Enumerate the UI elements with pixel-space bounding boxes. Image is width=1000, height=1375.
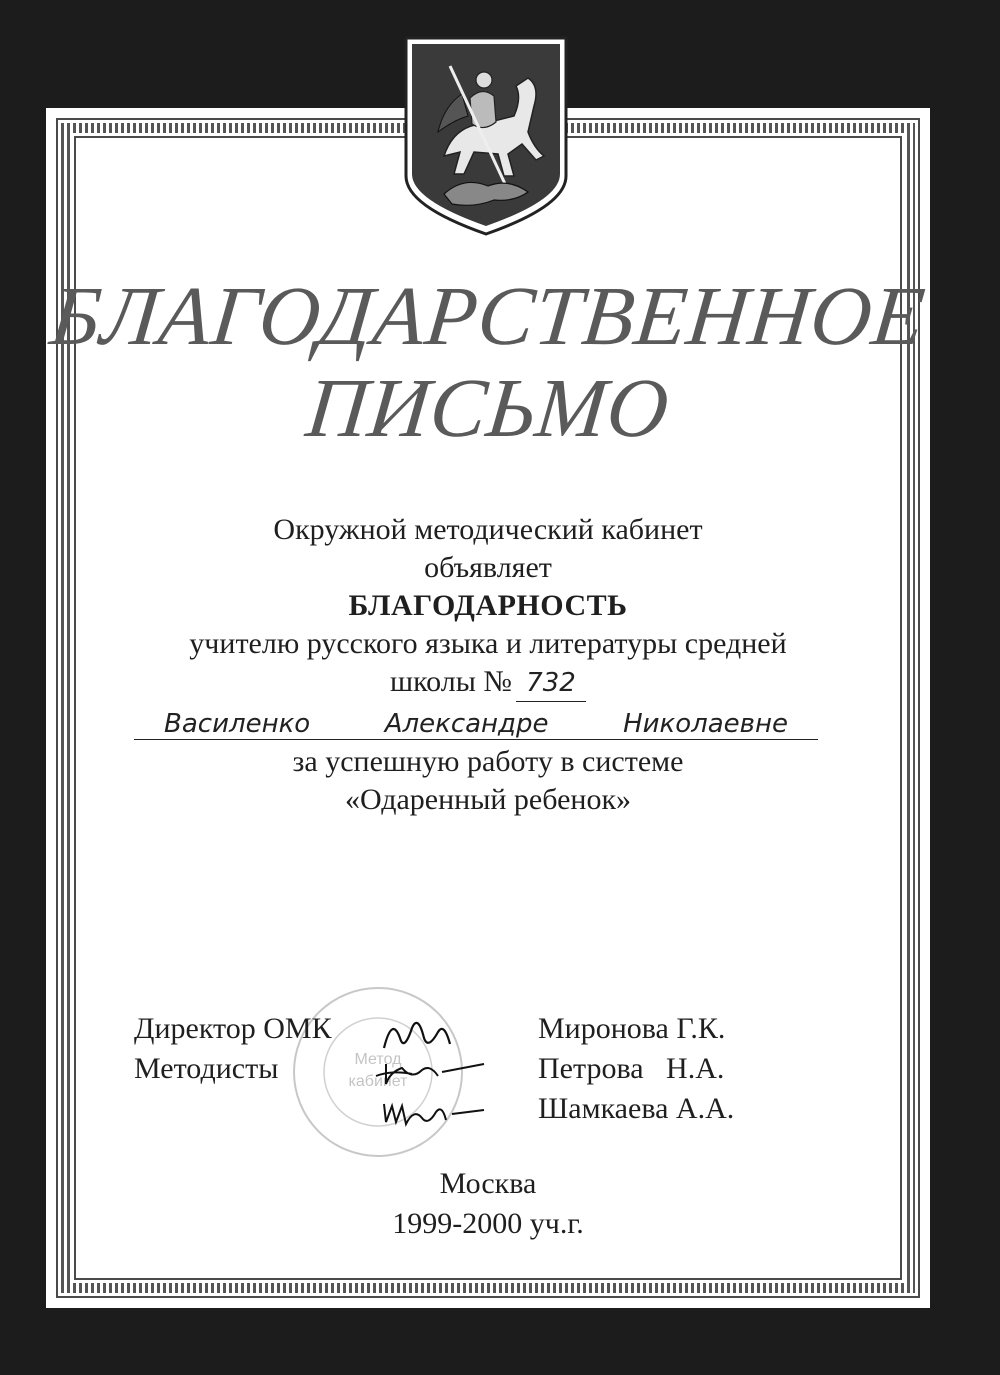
director-name: Миронова Г.К.	[538, 1012, 726, 1045]
methodist2-name: Шамкаева А.А.	[538, 1092, 735, 1125]
methodist1-name: Петрова Н.А.	[538, 1052, 725, 1085]
methodist1-signature	[372, 1050, 492, 1090]
title-line-1: БЛАГОДАРСТВЕННОЕ	[46, 270, 930, 363]
methodists-label: Методисты	[134, 1052, 279, 1085]
director-label: Директор ОМК	[134, 1012, 332, 1045]
svg-text:Метод: Метод	[354, 1051, 402, 1068]
recipient-first-name: Александре	[384, 709, 549, 739]
body-line-reason: за успешную работу в системе	[292, 745, 684, 778]
school-number: 732	[516, 665, 586, 702]
recipient-patronymic: Николаевне	[623, 709, 788, 739]
footer-year: 1999-2000 уч.г.	[392, 1207, 584, 1240]
moscow-coat-of-arms-icon	[404, 36, 568, 236]
body-line-gratitude: БЛАГОДАРНОСТЬ	[348, 589, 628, 622]
recipient-name-line	[134, 706, 818, 740]
title-line-2: ПИСЬМО	[302, 362, 674, 455]
svg-text:кабинет: кабинет	[348, 1073, 408, 1090]
school-prefix: школы №	[389, 665, 512, 698]
recipient-surname: Василенко	[164, 709, 311, 739]
body-line-program: «Одаренный ребенок»	[344, 783, 632, 816]
body-line-school	[46, 664, 930, 702]
body-line-issuer: Окружной методический кабинет	[273, 513, 703, 546]
footer-city: Москва	[439, 1167, 537, 1200]
body-line-announces: объявляет	[424, 551, 552, 584]
body-line-teacher: учителю русского языка и литературы средней	[189, 627, 787, 660]
methodist2-signature	[380, 1094, 490, 1134]
